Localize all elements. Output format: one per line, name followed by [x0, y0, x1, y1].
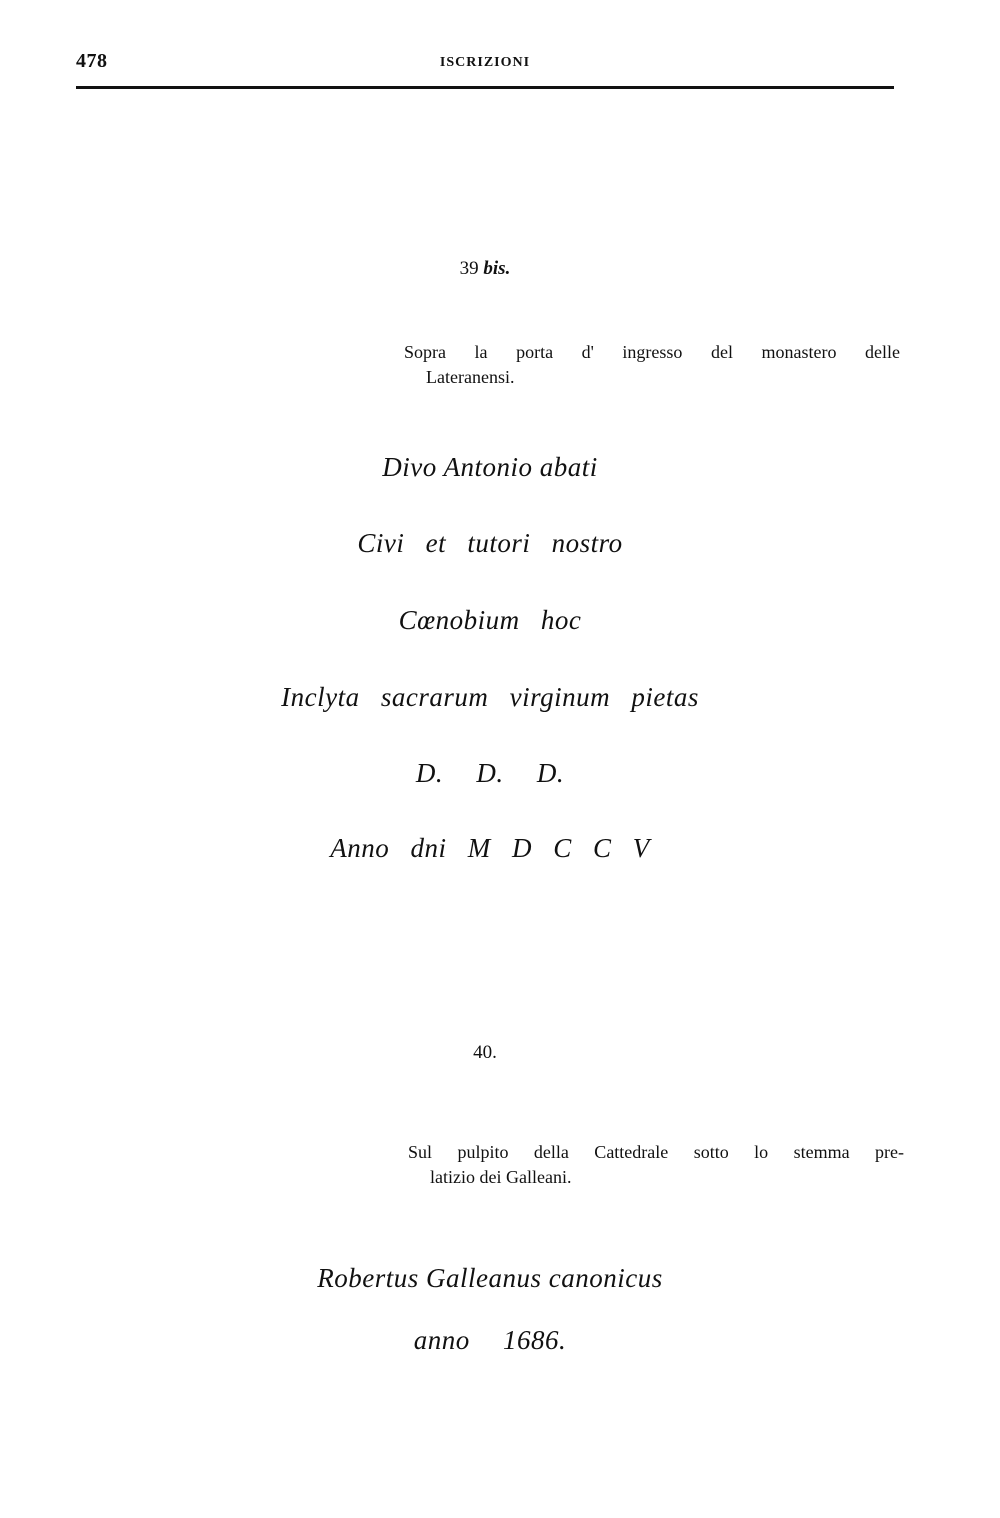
inscription-line-6: Anno dni M D C C V	[330, 833, 650, 863]
location-note-line-1: Sopra la porta d' ingresso del monastero delle	[404, 342, 900, 362]
inscription-line-5: D. D. D.	[415, 758, 565, 788]
location-note-40	[408, 1140, 904, 1190]
location-note-line-2: latizio dei Galleani.	[430, 1167, 572, 1187]
location-note-39bis	[404, 340, 900, 390]
inscription-line-1: Divo Antonio abati	[382, 452, 598, 482]
inscription-line-1: Robertus Galleanus canonicus	[317, 1263, 663, 1293]
running-head: ISCRIZIONI	[439, 55, 531, 70]
inscription-line-3: Cœnobium hoc	[398, 605, 582, 635]
entry-number-value: 39	[459, 258, 479, 279]
location-note-line-2: Lateranensi.	[426, 367, 515, 387]
location-note-line-1: Sul pulpito della Cattedrale sotto lo stemma pre-	[408, 1142, 904, 1162]
header-rule	[76, 86, 894, 89]
entry-number-40: 40.	[473, 1042, 497, 1063]
page-number: 478	[76, 50, 108, 72]
entry-number-39bis	[0, 258, 970, 280]
inscription-line-2: anno 1686.	[413, 1325, 567, 1355]
inscription-line-2: Civi et tutori nostro	[357, 528, 623, 558]
inscription-line-4: Inclyta sacrarum virginum pietas	[281, 682, 699, 712]
entry-number-suffix: bis.	[483, 258, 511, 279]
